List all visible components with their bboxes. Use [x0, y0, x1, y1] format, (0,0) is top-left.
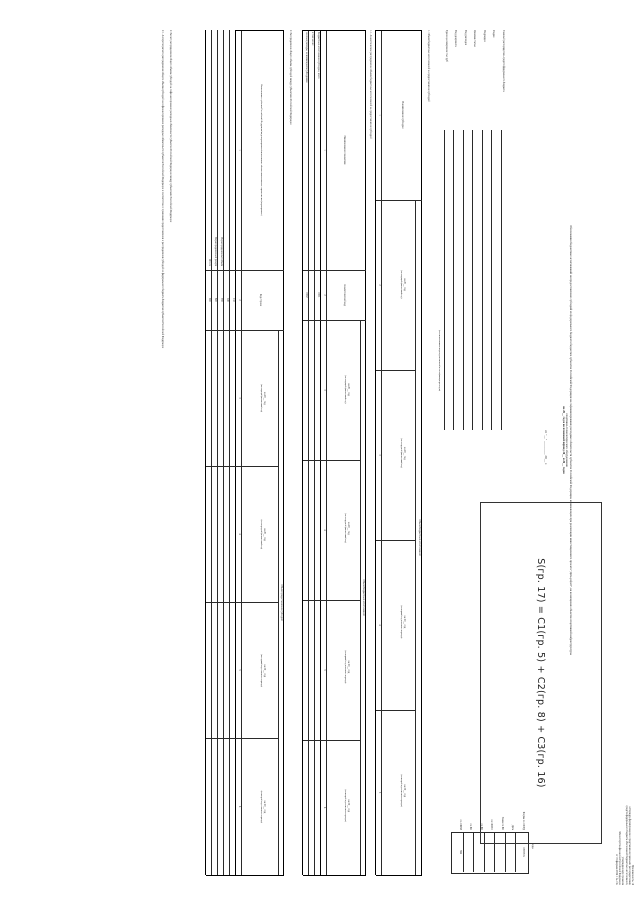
- header-field-label: Целевая статья: [473, 30, 477, 47]
- column-period-label: (на очередной финансовый год): [400, 438, 402, 468]
- column-number: 4: [238, 533, 241, 535]
- s2-row-code: 700: [220, 298, 223, 302]
- column-number: 1: [238, 149, 241, 151]
- column-number: 5: [378, 791, 381, 794]
- date-line: от "__" ________ 20__ г.: [544, 430, 548, 465]
- section1-top-border: [421, 30, 422, 875]
- appendix-line: Министерства финансов Российской Федерации: [618, 831, 622, 885]
- header-field-label: Единица измерения: тыс руб: [445, 30, 448, 62]
- column-number: 4: [323, 529, 326, 531]
- column-number: 6: [238, 805, 241, 808]
- column-period-label: (на первый год планового периода): [344, 650, 346, 684]
- s2-group-header: Объем предоставления субсидий: [280, 584, 283, 621]
- column-period-label: (на текущий финансовый год): [344, 375, 346, 404]
- s2-row-code: 800: [214, 298, 217, 302]
- column-number: 1: [378, 114, 381, 116]
- codes-row-label: по ОКПО: [490, 819, 494, 830]
- codes-row-label: Дата: [511, 824, 515, 830]
- s2-col-name: Наименование субъекта Российской Федерации/вида мероприятия/наименование объекта капитального строительства (мероприятия): [260, 84, 262, 216]
- appendix-line: утвержденному приказом: [621, 856, 625, 885]
- column-period-label: (на первый год планового периода): [260, 654, 262, 687]
- column-period-label: (на второй год планового периода): [260, 790, 262, 823]
- header-field-line: [501, 130, 502, 430]
- codes-row-divider: [474, 832, 475, 872]
- s1-column-numbers: [376, 30, 381, 875]
- s2-columns: [256, 330, 266, 875]
- header-field-label: Вид расходов: [464, 30, 467, 45]
- column-period-label: (на текущий финансовый год): [400, 270, 402, 299]
- header-field-line: [482, 130, 483, 430]
- column-period-label: (на очередной финансовый год): [260, 519, 262, 550]
- column-year-label: на 20__ год: [263, 800, 266, 814]
- s1-columns: [396, 200, 406, 875]
- s2-column-numbers: [236, 30, 241, 875]
- s11-columns: [340, 320, 350, 875]
- column-number: 5: [323, 669, 326, 671]
- codes-row-label: Форма по ОКУД: [522, 811, 525, 830]
- s11-row-code: 0002: [305, 292, 308, 298]
- header-fields: [435, 30, 505, 430]
- appendix-line: средств федерального бюджета обоснований бюджетных ассигнований,: [624, 805, 628, 885]
- column-year-label: на 20__ год: [403, 278, 406, 291]
- appendix-line: от 19 февраля 2024 г. № 13н: [614, 854, 618, 885]
- column-year-label: на 20__ год: [403, 446, 406, 460]
- s2-row-label: Нераспределенный резерв: [214, 236, 217, 266]
- column-period-label: (на очередной финансовый год): [344, 513, 346, 543]
- header-field-label: Вид документа: [454, 30, 458, 47]
- header-field-label: Раздел: [492, 30, 496, 38]
- column-year-label: на 20__ год: [263, 391, 266, 405]
- column-number: 2: [323, 294, 326, 296]
- codes-row-label: по БК: [480, 823, 483, 830]
- form-title: Обоснования бюджетных ассигнований на предоставление субсидий из федерального бюджета бюджетам субъектов Российской Федерации на софинансирование расходных обязательств субъектов Российской Федерации, возникающих при реализации инвестиционного проекта "Дата-рефит", на возмещение объектов спортивной инфраструктуры спортивно-технологического оборудования на 20__ год и на плановый период 20__ и 20__ годов: [561, 225, 573, 655]
- s1-group-header: Объем бюджетных ассигнований: [418, 519, 421, 556]
- codes-header: Коды: [531, 843, 534, 849]
- formula-box: [480, 502, 602, 844]
- appendix-line: к Порядку формирования и представления главными распорядителями: [627, 806, 631, 885]
- header-field-line: [463, 130, 464, 430]
- s11-row-label: в том числе:: [311, 32, 314, 46]
- column-number: 2: [238, 299, 241, 301]
- column-year-label: на 20__ год: [347, 521, 350, 535]
- column-year-label: на 20__ год: [403, 784, 406, 797]
- s2-col-code: Код строки: [259, 293, 262, 307]
- s2-row-code: 020: [226, 298, 229, 302]
- codes-row-value: 384: [459, 850, 462, 854]
- column-period-label: (на текущий финансовый год): [260, 384, 262, 413]
- s2-row-code: 900: [208, 298, 211, 302]
- appendix-line: Приложение № 16: [631, 864, 634, 885]
- appendix-note: [615, 735, 634, 885]
- column-year-label: на 20__ год: [263, 528, 266, 541]
- column-number: 5: [238, 669, 241, 671]
- header-field-line: [454, 130, 455, 430]
- s11-row-label: на иные расходы, не являющиеся субсидиями: [305, 32, 308, 83]
- s11-group-header: Объем бюджетных ассигнований: [362, 579, 365, 616]
- column-number: 3: [323, 389, 326, 391]
- column-number: 4: [378, 624, 381, 626]
- column-number: 3: [238, 397, 241, 399]
- s2-rows: [205, 30, 235, 875]
- s2-row-label: Итого: [208, 259, 211, 266]
- s2-row-label: Нераспределенный объем: [220, 237, 223, 266]
- section-1-title: 1. Объем бюджетных ассигнований на предоставление субсидий: [427, 30, 430, 102]
- column-number: 6: [323, 806, 326, 809]
- s1-col-name: Наименование субсидии: [401, 101, 404, 129]
- section-2-title: 2. Распределение общего объема субсидий между субъектами Российской Федерации: [289, 30, 292, 125]
- section-1-1-title: 1.1. Аналитическое распределение объема бюджетных ассигнований на предоставление субсидий: [369, 30, 372, 139]
- column-number: 2: [378, 284, 381, 286]
- s11-row-label: Бюджетные ассигнования субсидии, всего: [317, 32, 320, 79]
- codes-row-label: Глава по БК: [501, 816, 504, 830]
- column-year-label: на 20__ год: [347, 383, 350, 396]
- header-field-line: [444, 130, 445, 430]
- column-period-label: (на второй год планового периода): [344, 789, 346, 822]
- header-field-line: [492, 130, 493, 430]
- header-field-label: Главный распорядитель средств федерального бюджета: [502, 30, 505, 92]
- header-field-line: [473, 130, 474, 430]
- column-number: 3: [378, 454, 381, 456]
- s2-row-code: 010: [232, 298, 235, 302]
- formula-text: S(гр. 17) = C1(гр. 5) + C2(гр. 8) + C3(гр. 16): [535, 558, 547, 788]
- header-field-label: Подраздел: [483, 30, 486, 42]
- column-period-label: (на первый год планового периода): [400, 605, 402, 639]
- footnote-2: 2. Расчет распределения общего объема субсидий на софинансирование расходных обязательств субъектов Российской Федерации между субъектами Российской Федерации: [169, 30, 172, 223]
- column-year-label: на 20__ год: [263, 664, 266, 677]
- s11-col-code: Аналитический код: [343, 284, 346, 306]
- s11-column-numbers: [321, 30, 326, 875]
- codes-row-label: по БК: [469, 823, 473, 830]
- s11-row-code: 0001: [317, 292, 320, 298]
- codes-row-value: 0505716: [522, 847, 525, 857]
- column-year-label: на 20__ год: [347, 660, 350, 674]
- codes-row-label: по ОКЕИ: [459, 819, 462, 830]
- unit-note: (по наименованию кода ведомственной классификации расходов): [438, 330, 440, 392]
- column-year-label: на 20__ год: [403, 615, 406, 629]
- codes-row-divider: [463, 832, 464, 872]
- column-number: 1: [323, 149, 326, 151]
- s11-rows: [302, 30, 320, 875]
- column-period-label: (на второй год планового периода): [400, 774, 402, 807]
- s11-col-name: Наименование показателя: [343, 135, 346, 165]
- column-year-label: на 20__ год: [347, 799, 350, 812]
- footnote-2-1: 2.1. Алгоритм расчета распределения общего объема субсидий на софинансирование расходных обязательств субъектов Российской Федерации в соответствии с правилами предоставления и распределения субсидий из федерального бюджета бюджетам субъектов Российской Федерации: [161, 30, 164, 349]
